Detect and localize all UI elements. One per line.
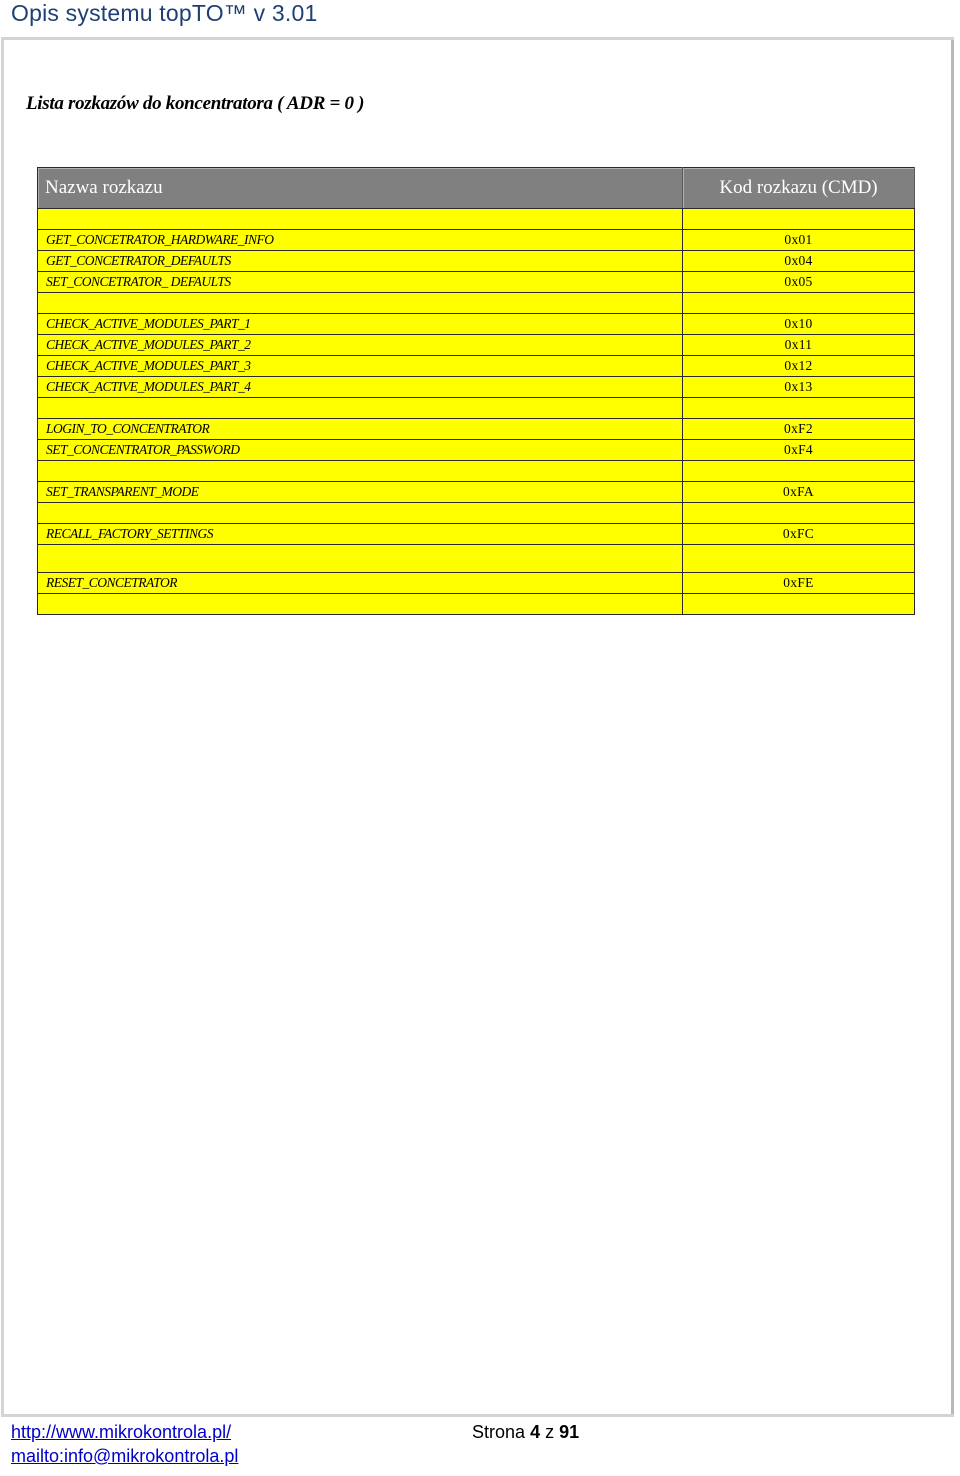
empty-code-cell [683, 398, 915, 419]
page-current: 4 [530, 1422, 541, 1442]
empty-name-cell [38, 398, 683, 419]
empty-code-cell [683, 293, 915, 314]
page-separator: z [545, 1422, 555, 1442]
separator-row [38, 398, 915, 419]
table-row [38, 230, 915, 251]
empty-name-cell [38, 461, 683, 482]
command-name: GET_CONCETRATOR_HARDWARE_INFO [38, 230, 683, 251]
separator-row [38, 293, 915, 314]
command-code: 0x10 [683, 314, 915, 335]
page-number [472, 1420, 579, 1444]
table-header-row [38, 168, 915, 209]
footer-links [11, 1420, 238, 1468]
table-row [38, 377, 915, 398]
command-code: 0xFC [683, 524, 915, 545]
empty-name-cell [38, 545, 683, 573]
command-code: 0x11 [683, 335, 915, 356]
separator-row [38, 545, 915, 573]
page-prefix: Strona [472, 1422, 526, 1442]
command-code: 0x04 [683, 251, 915, 272]
column-header-name: Nazwa rozkazu [38, 168, 683, 209]
command-code: 0x12 [683, 356, 915, 377]
separator-row [38, 461, 915, 482]
table-row [38, 482, 915, 503]
empty-code-cell [683, 594, 915, 615]
empty-name-cell [38, 503, 683, 524]
command-name: CHECK_ACTIVE_MODULES_PART_1 [38, 314, 683, 335]
command-name: CHECK_ACTIVE_MODULES_PART_4 [38, 377, 683, 398]
command-code: 0xF2 [683, 419, 915, 440]
empty-code-cell [683, 461, 915, 482]
command-name: RESET_CONCETRATOR [38, 573, 683, 594]
command-name: SET_CONCETRATOR_ DEFAULTS [38, 272, 683, 293]
command-code: 0x13 [683, 377, 915, 398]
table-row [38, 314, 915, 335]
separator-row [38, 594, 915, 615]
empty-code-cell [683, 545, 915, 573]
command-name: CHECK_ACTIVE_MODULES_PART_3 [38, 356, 683, 377]
command-code: 0xF4 [683, 440, 915, 461]
column-header-code: Kod rozkazu (CMD) [683, 168, 915, 209]
email-link[interactable]: mailto:info@mikrokontrola.pl [11, 1446, 239, 1466]
command-code: 0x05 [683, 272, 915, 293]
empty-name-cell [38, 594, 683, 615]
page-title: Lista rozkazów do koncentratora ( ADR = 0 ) [26, 93, 365, 114]
table-row [38, 573, 915, 594]
command-table-body [38, 209, 915, 615]
table-row [38, 251, 915, 272]
empty-code-cell [683, 209, 915, 230]
command-table [37, 167, 915, 615]
page-total: 91 [559, 1422, 580, 1442]
table-row [38, 356, 915, 377]
empty-name-cell [38, 293, 683, 314]
table-row [38, 524, 915, 545]
command-name: SET_TRANSPARENT_MODE [38, 482, 683, 503]
command-name: LOGIN_TO_CONCENTRATOR [38, 419, 683, 440]
command-code: 0x01 [683, 230, 915, 251]
separator-row [38, 503, 915, 524]
command-name: RECALL_FACTORY_SETTINGS [38, 524, 683, 545]
separator-row [38, 209, 915, 230]
command-name: GET_CONCETRATOR_DEFAULTS [38, 251, 683, 272]
command-code: 0xFA [683, 482, 915, 503]
command-name: CHECK_ACTIVE_MODULES_PART_2 [38, 335, 683, 356]
command-code: 0xFE [683, 573, 915, 594]
table-row [38, 440, 915, 461]
command-name: SET_CONCENTRATOR_PASSWORD [38, 440, 683, 461]
document-header-title: Opis systemu topTO™ v 3.01 [11, 0, 318, 26]
table-row [38, 419, 915, 440]
table-row [38, 272, 915, 293]
empty-code-cell [683, 503, 915, 524]
website-link[interactable]: http://www.mikrokontrola.pl/ [11, 1422, 232, 1442]
empty-name-cell [38, 209, 683, 230]
table-row [38, 335, 915, 356]
